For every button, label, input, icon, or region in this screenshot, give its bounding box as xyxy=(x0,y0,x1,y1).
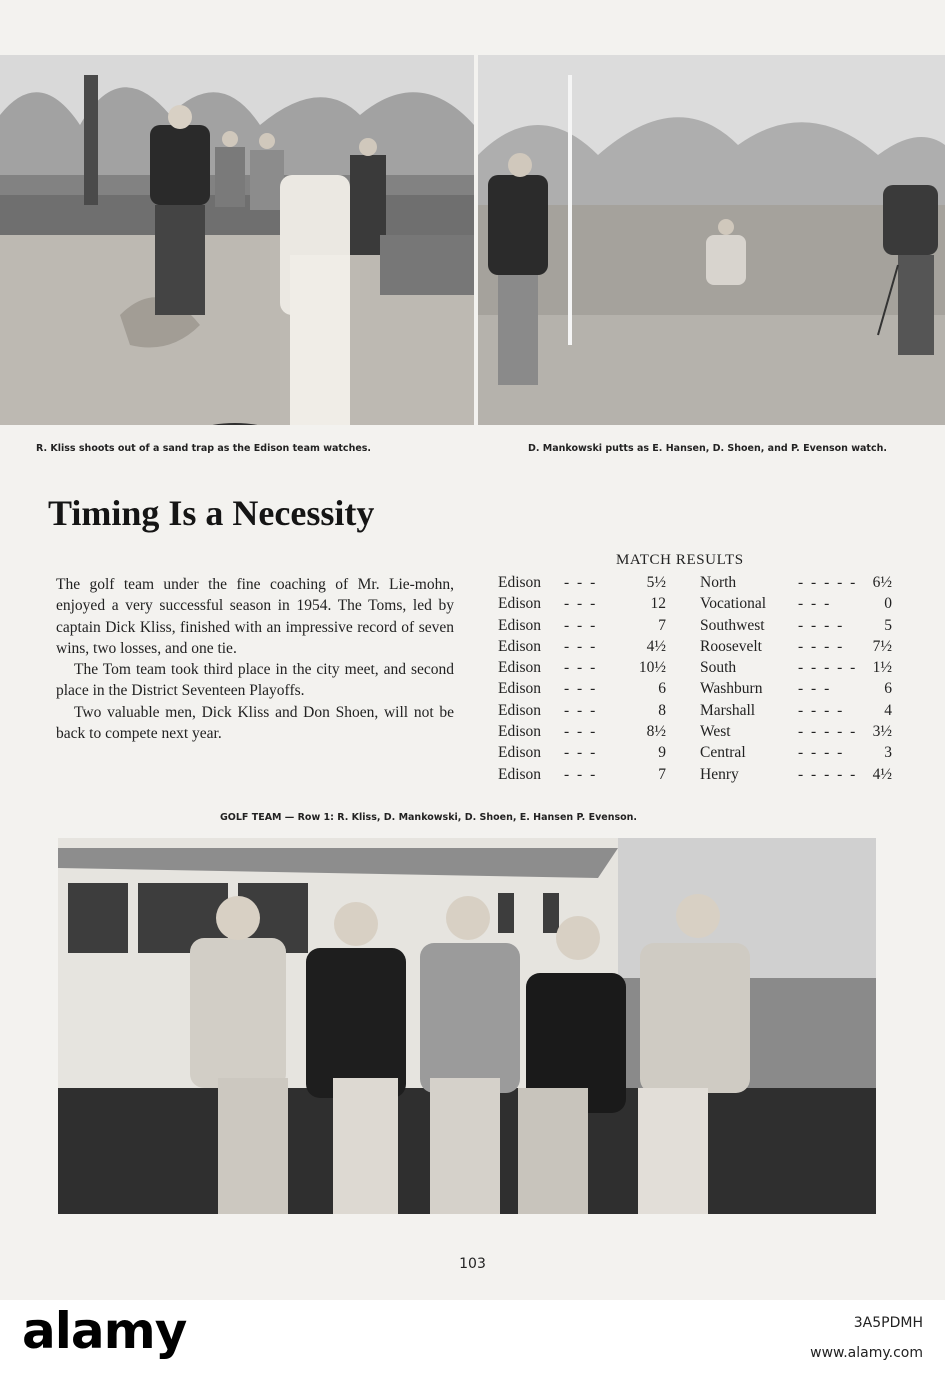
team-name: Edison xyxy=(498,574,542,591)
leader-dots: - - - xyxy=(564,637,598,655)
leader-dots: - - - xyxy=(564,680,598,698)
team-score: 8 xyxy=(658,701,666,719)
leader-dots: - - - - xyxy=(798,701,845,719)
team-score: 6 xyxy=(658,680,666,698)
putting-photo xyxy=(478,55,945,425)
match-row xyxy=(498,723,898,744)
opponent-name: Roosevelt xyxy=(700,637,762,655)
opponent-score: 5 xyxy=(884,616,892,634)
leader-dots: - - - xyxy=(564,574,598,591)
opponent-name: West xyxy=(700,723,731,741)
leader-dots: - - - xyxy=(564,659,598,677)
match-row xyxy=(498,702,898,723)
team-score: 7 xyxy=(658,616,666,634)
team-name: Edison xyxy=(498,765,542,783)
opponent-score: 3½ xyxy=(872,723,892,741)
team-score: 12 xyxy=(650,595,666,613)
article-paragraph: The Tom team took third place in the city meet, and second place in the District Seventeen Playoffs. xyxy=(56,661,454,700)
opponent-name: Washburn xyxy=(700,680,763,698)
match-results-table xyxy=(498,574,898,787)
team-name: Edison xyxy=(498,595,542,613)
opponent-score: 3 xyxy=(884,744,892,762)
opponent-score: 6½ xyxy=(872,574,892,591)
team-name: Edison xyxy=(498,723,542,741)
opponent-score: 4½ xyxy=(872,765,892,783)
watermark-image-id: 3A5PDMH xyxy=(853,1315,923,1331)
sand-trap-caption: R. Kliss shoots out of a sand trap as the Edison team watches. xyxy=(36,443,372,454)
opponent-name: South xyxy=(700,659,737,677)
sand-trap-photo-art xyxy=(0,55,474,425)
team-score: 7 xyxy=(658,765,666,783)
article-paragraph: The golf team under the fine coaching of Mr. Lie-mohn, enjoyed a very successful season in 1954. The Toms, led by captain Dick Kliss, finished with an impressive record of seven wins, two losses, and one tie. xyxy=(56,576,454,657)
team-photo-caption: GOLF TEAM — Row 1: R. Kliss, D. Mankowski, D. Shoen, E. Hansen P. Evenson. xyxy=(220,812,638,823)
match-row xyxy=(498,595,898,616)
article-body xyxy=(56,574,454,744)
page-number: 103 xyxy=(459,1256,486,1272)
team-score: 8½ xyxy=(646,723,666,741)
team-name: Edison xyxy=(498,637,542,655)
leader-dots: - - - - xyxy=(798,637,845,655)
match-row xyxy=(498,659,898,680)
sand-trap-photo xyxy=(0,55,474,425)
opponent-name: Marshall xyxy=(700,701,756,719)
leader-dots: - - - - - xyxy=(798,574,858,591)
team-name: Edison xyxy=(498,701,542,719)
team-score: 10½ xyxy=(638,659,666,677)
opponent-score: 7½ xyxy=(872,637,892,655)
match-row xyxy=(498,744,898,765)
match-row xyxy=(498,638,898,659)
match-row xyxy=(498,574,898,595)
opponent-score: 6 xyxy=(884,680,892,698)
leader-dots: - - - xyxy=(564,616,598,634)
team-score: 9 xyxy=(658,744,666,762)
golf-team-photo xyxy=(58,838,876,1214)
watermark-logo: alamy xyxy=(22,1302,187,1360)
opponent-name: Vocational xyxy=(700,595,767,613)
opponent-score: 0 xyxy=(884,595,892,613)
match-results-title: MATCH RESULTS xyxy=(616,552,744,568)
leader-dots: - - - xyxy=(564,701,598,719)
leader-dots: - - - xyxy=(564,595,598,613)
leader-dots: - - - xyxy=(798,595,832,613)
leader-dots: - - - - xyxy=(798,744,845,762)
opponent-name: Southwest xyxy=(700,616,765,634)
team-score: 4½ xyxy=(646,637,666,655)
leader-dots: - - - - - xyxy=(798,765,858,783)
golf-team-photo-art xyxy=(58,838,876,1214)
leader-dots: - - - - xyxy=(798,616,845,634)
leader-dots: - - - - - xyxy=(798,723,858,741)
leader-dots: - - - xyxy=(564,765,598,783)
opponent-name: Central xyxy=(700,744,746,762)
match-row xyxy=(498,617,898,638)
watermark-url: www.alamy.com xyxy=(810,1345,923,1361)
putting-caption: D. Mankowski putts as E. Hansen, D. Shoen, and P. Evenson watch. xyxy=(528,443,887,454)
opponent-score: 4 xyxy=(884,701,892,719)
leader-dots: - - - xyxy=(564,723,598,741)
leader-dots: - - - xyxy=(564,744,598,762)
opponent-name: Henry xyxy=(700,765,739,783)
team-name: Edison xyxy=(498,744,542,762)
match-row xyxy=(498,766,898,787)
team-score: 5½ xyxy=(646,574,666,591)
leader-dots: - - - - - xyxy=(798,659,858,677)
page-title: Timing Is a Necessity xyxy=(48,493,375,533)
team-name: Edison xyxy=(498,680,542,698)
match-row xyxy=(498,680,898,701)
article-paragraph: Two valuable men, Dick Kliss and Don Shoen, will not be back to compete next year. xyxy=(56,703,454,743)
leader-dots: - - - xyxy=(798,680,832,698)
opponent-name: North xyxy=(700,574,737,591)
putting-photo-art xyxy=(478,55,945,425)
team-name: Edison xyxy=(498,616,542,634)
team-name: Edison xyxy=(498,659,542,677)
opponent-score: 1½ xyxy=(872,659,892,677)
